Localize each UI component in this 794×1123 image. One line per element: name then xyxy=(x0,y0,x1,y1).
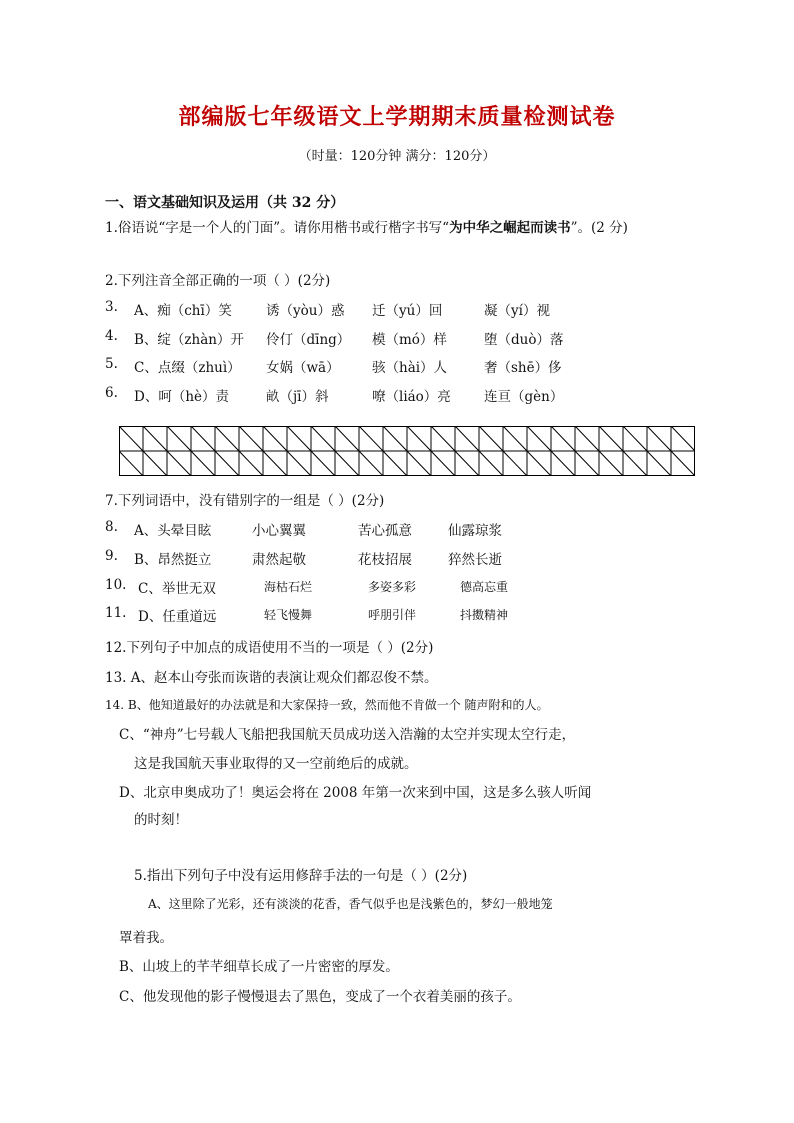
grid-diagonal xyxy=(551,426,575,451)
grid-diagonal xyxy=(239,426,263,451)
grid-diagonal xyxy=(263,426,287,451)
grid-diagonal xyxy=(623,426,647,451)
question-5-option-b: B、山坡上的芊芊细草长成了一片密密的厚发。 xyxy=(119,959,399,975)
question-12-option-b: 14. B、他知道最好的办法就是和大家保持一致，然而他不肯做一个 随声附和的人。 xyxy=(105,698,549,712)
option-word: 仙露琼浆 xyxy=(448,523,502,539)
grid-diagonal xyxy=(263,451,287,476)
grid-diagonal xyxy=(575,426,599,451)
grid-diagonal xyxy=(575,451,599,476)
grid-diagonal xyxy=(287,426,311,451)
option-word: 连亘（gèn） xyxy=(484,388,564,405)
grid-diagonal xyxy=(527,426,551,451)
option-word: 诱（yòu）惑 xyxy=(266,303,345,319)
option-number: 6. xyxy=(105,384,118,401)
grid-diagonal xyxy=(359,426,383,451)
grid-diagonal xyxy=(431,426,455,451)
question-12-option-a: 13. A、赵本山夸张而诙谐的表演让观众们都忍俊不禁。 xyxy=(105,670,438,686)
grid-diagonal xyxy=(167,426,191,451)
option-choice-label: A、痴（chī）笑 xyxy=(134,303,232,319)
question-7-stem: 7.下列词语中，没有错别字的一组是（ ）(2分) xyxy=(105,493,385,509)
question-12-option-c: C、“神舟”七号载人飞船把我国航天员成功送入浩瀚的太空并实现太空行走， xyxy=(119,727,576,743)
option-word: 海枯石烂 xyxy=(264,580,313,594)
option-word: 堕（duò）落 xyxy=(484,331,564,348)
question-12-option-c-cont: 这是我国航天事业取得的又一空前绝后的成就。 xyxy=(134,756,418,772)
grid-diagonal xyxy=(335,426,359,451)
grid-diagonal xyxy=(503,451,527,476)
option-word: 奢（shē）侈 xyxy=(484,360,562,376)
grid-diagonal xyxy=(239,451,263,476)
grid-diagonal xyxy=(311,451,335,476)
option-word: 凝（yí）视 xyxy=(484,303,550,319)
grid-diagonal xyxy=(191,451,215,476)
option-choice-label: C、举世无双 xyxy=(138,581,216,597)
grid-diagonal xyxy=(215,451,239,476)
grid-diagonal xyxy=(383,426,407,451)
exam-info: （时量：120分钟 满分：120分） xyxy=(298,149,496,164)
question-1-suffix: ”。(2 分) xyxy=(570,220,628,236)
grid-diagonal xyxy=(143,426,167,451)
option-word: 苦心孤意 xyxy=(358,523,412,539)
grid-diagonal xyxy=(359,451,383,476)
grid-diagonal xyxy=(671,451,695,476)
writing-grid xyxy=(119,426,695,480)
option-word: 花枝招展 xyxy=(358,552,412,568)
grid-diagonal xyxy=(527,451,551,476)
grid-diagonal xyxy=(119,451,143,476)
option-word: 嘹（liáo）亮 xyxy=(372,388,451,405)
option-word: 迁（yú）回 xyxy=(372,303,443,319)
option-word: 伶仃（dīng） xyxy=(266,331,351,348)
option-number: 10. xyxy=(105,577,127,593)
page-title: 部编版七年级语文上学期期末质量检测试卷 xyxy=(178,104,616,130)
option-choice-label: B、绽（zhàn）开 xyxy=(134,331,244,348)
grid-diagonal xyxy=(431,451,455,476)
question-1 xyxy=(105,216,628,236)
option-word: 肃然起敬 xyxy=(252,552,306,568)
grid-diagonal xyxy=(191,426,215,451)
grid-diagonal xyxy=(479,426,503,451)
question-1-prefix: 1.俗语说“字是一个人的门面”。请你用楷书或行楷字书写“ xyxy=(105,220,450,236)
question-2-stem: 2.下列注音全部正确的一项（ ）(2分) xyxy=(105,273,331,289)
grid-diagonal xyxy=(455,426,479,451)
grid-diagonal xyxy=(551,451,575,476)
option-word: 轻飞慢舞 xyxy=(264,608,313,622)
grid-diagonal xyxy=(647,451,671,476)
grid-diagonal xyxy=(647,426,671,451)
grid-diagonal xyxy=(671,426,695,451)
section-heading: 一、语文基础知识及运用（共 32 分） xyxy=(105,195,345,211)
option-choice-label: D、呵（hè）责 xyxy=(134,388,230,405)
grid-diagonal xyxy=(479,451,503,476)
writing-grid-svg xyxy=(119,426,695,476)
option-choice-label: C、点缀（zhuì） xyxy=(134,360,241,376)
option-word: 骇（hài）人 xyxy=(372,360,448,376)
grid-diagonal xyxy=(599,426,623,451)
option-number: 3. xyxy=(105,299,118,315)
option-word: 小心翼翼 xyxy=(252,523,306,539)
grid-diagonal xyxy=(455,451,479,476)
question-5-option-c: C、他发现他的影子慢慢退去了黑色，变成了一个衣着美丽的孩子。 xyxy=(119,989,521,1005)
grid-diagonal xyxy=(215,426,239,451)
grid-diagonal xyxy=(311,426,335,451)
question-12-option-d: D、北京申奥成功了！奥运会将在 2008 年第一次来到中国，这是多么骇人听闻 xyxy=(119,785,592,801)
question-1-bold-text: 为中华之崛起而读书 xyxy=(449,220,571,236)
grid-diagonal xyxy=(167,451,191,476)
grid-diagonal xyxy=(503,426,527,451)
option-word: 女娲（wā） xyxy=(266,360,340,376)
option-number: 5. xyxy=(105,356,118,372)
option-word: 多姿多彩 xyxy=(368,580,417,594)
question-5-option-a-cont: 罩着我。 xyxy=(119,930,173,946)
option-choice-label: A、头晕目眩 xyxy=(134,523,212,539)
option-number: 8. xyxy=(105,519,118,535)
option-word: 德高忘重 xyxy=(460,580,509,594)
option-number: 11. xyxy=(105,605,127,621)
grid-diagonal xyxy=(407,451,431,476)
option-word: 抖擞精神 xyxy=(460,608,509,622)
option-choice-label: B、昂然挺立 xyxy=(134,552,212,568)
option-choice-label: D、任重道远 xyxy=(138,609,217,625)
question-12-option-d-cont: 的时刻！ xyxy=(134,812,188,828)
option-word: 呼朋引伴 xyxy=(368,608,417,622)
grid-diagonal xyxy=(335,451,359,476)
question-12-stem: 12.下列句子中加点的成语使用不当的一项是（ ）(2分) xyxy=(105,640,434,656)
grid-diagonal xyxy=(623,451,647,476)
question-5-stem: 5.指出下列句子中没有运用修辞手法的一句是（ ）(2分) xyxy=(134,868,468,884)
question-5-option-a: A、这里除了光彩，还有淡淡的花香，香气似乎也是浅紫色的，梦幻一般地笼 xyxy=(148,897,553,911)
option-number: 4. xyxy=(105,327,118,344)
option-word: 畝（jī）斜 xyxy=(266,388,329,405)
option-word: 模（mó）样 xyxy=(372,331,447,348)
grid-diagonal xyxy=(143,451,167,476)
option-word: 猝然长逝 xyxy=(448,552,502,568)
grid-diagonal xyxy=(599,451,623,476)
option-number: 9. xyxy=(105,548,118,564)
grid-diagonal xyxy=(287,451,311,476)
grid-diagonal xyxy=(383,451,407,476)
grid-diagonal xyxy=(119,426,143,451)
grid-diagonal xyxy=(407,426,431,451)
